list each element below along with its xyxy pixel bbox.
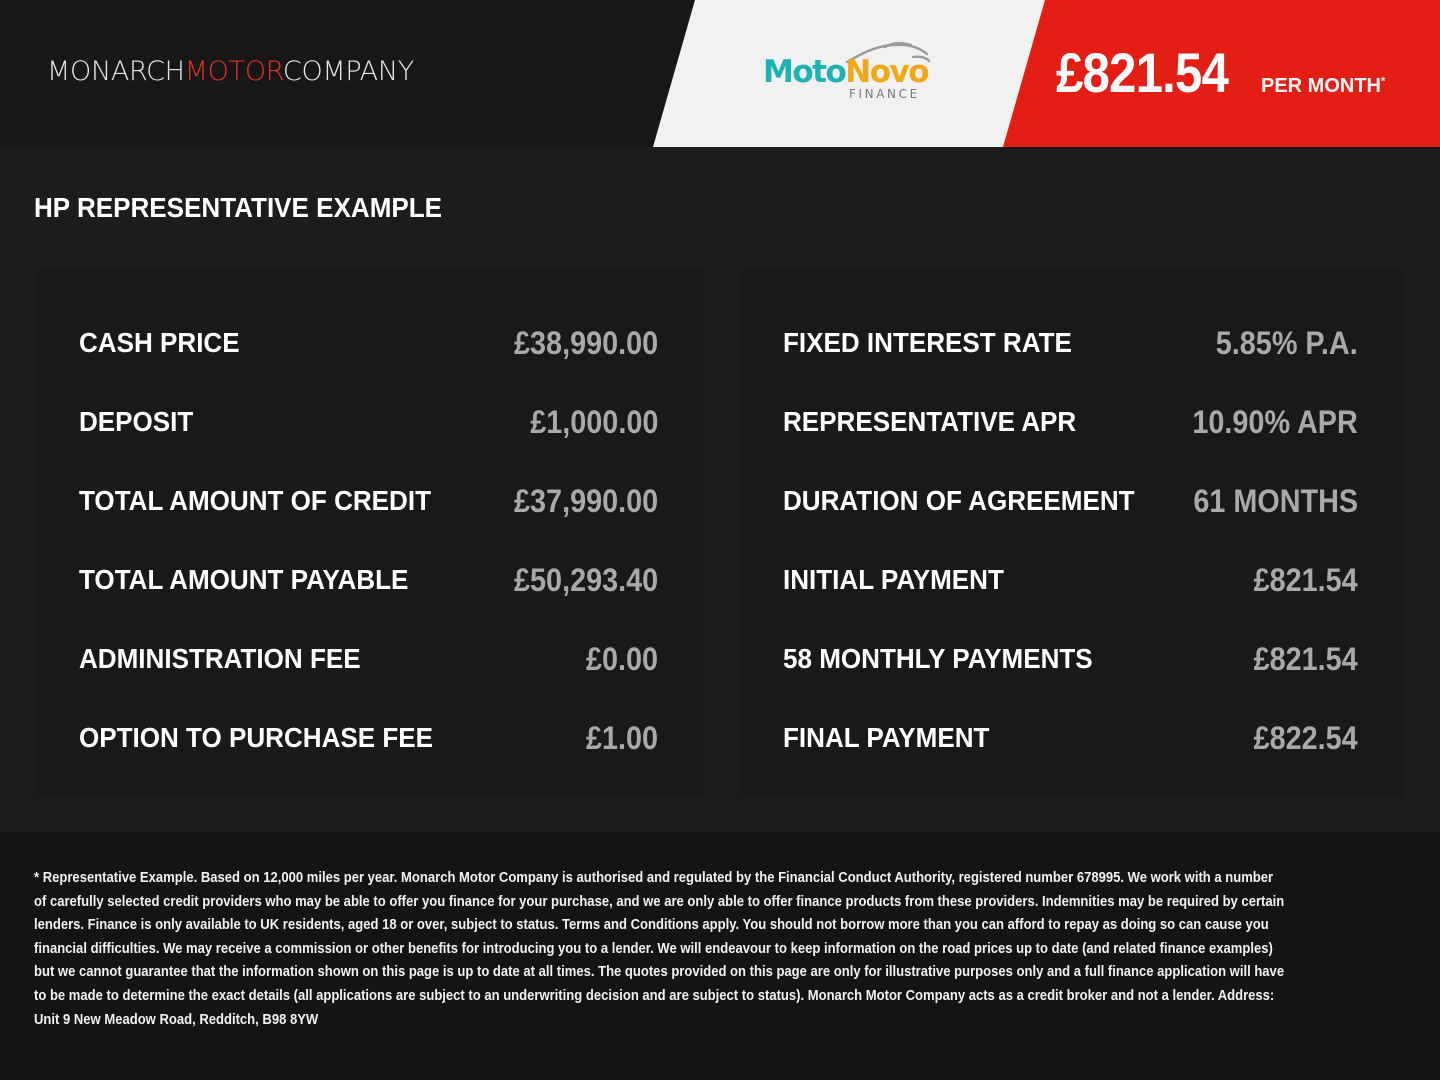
row-label: 58 MONTHLY PAYMENTS [783, 643, 1093, 674]
row-label: DURATION OF AGREEMENT [783, 485, 1135, 516]
finance-row [79, 406, 658, 446]
finance-panel-left [34, 270, 704, 798]
lender-logo-subtitle: FINANCE [849, 87, 920, 101]
brand-text-2: MOTOR [184, 56, 283, 87]
finance-row [79, 722, 658, 762]
row-value: £821.54 [1253, 562, 1358, 598]
row-label: OPTION TO PURCHASE FEE [79, 722, 433, 753]
finance-row [783, 406, 1358, 446]
finance-row [783, 485, 1358, 525]
per-month-asterisk: * [1381, 75, 1386, 88]
row-value: 5.85% P.A. [1216, 325, 1358, 361]
dealer-logo [47, 56, 414, 87]
brand-text-3: COMPANY [282, 56, 414, 87]
row-label: FIXED INTEREST RATE [783, 327, 1072, 358]
finance-row [783, 564, 1358, 604]
finance-panel-right [738, 270, 1404, 798]
row-label: INITIAL PAYMENT [783, 564, 1004, 595]
header-bar [0, 0, 1440, 147]
per-month-text: PER MONTH [1261, 75, 1381, 97]
row-label: CASH PRICE [79, 327, 240, 358]
finance-row [783, 327, 1358, 367]
row-value: £1,000.00 [529, 404, 658, 440]
row-label: ADMINISTRATION FEE [79, 643, 361, 674]
row-value: 10.90% APR [1192, 404, 1358, 440]
lender-logo-wordmark [763, 54, 928, 90]
footer [0, 832, 1440, 1080]
finance-row [79, 485, 658, 525]
brand-text-1: MONARCH [47, 56, 185, 87]
section-title: HP REPRESENTATIVE EXAMPLE [34, 192, 443, 223]
row-label: REPRESENTATIVE APR [783, 406, 1077, 437]
row-value: £821.54 [1253, 641, 1358, 677]
row-value: £50,293.40 [513, 562, 658, 598]
finance-row [783, 643, 1358, 683]
finance-row [79, 643, 658, 683]
lender-logo-text-2: Novo [845, 54, 929, 90]
finance-row [79, 327, 658, 367]
finance-row [79, 564, 658, 604]
row-value: 61 MONTHS [1193, 483, 1358, 519]
row-label: DEPOSIT [79, 406, 194, 437]
row-label: TOTAL AMOUNT OF CREDIT [79, 485, 432, 516]
monthly-price: £821.54 [1056, 41, 1228, 104]
row-value: £0.00 [585, 641, 658, 677]
row-value: £1.00 [585, 720, 658, 756]
per-month-label [1261, 75, 1385, 98]
finance-row [783, 722, 1358, 762]
row-value: £38,990.00 [513, 325, 658, 361]
lender-logo-text-1: Moto [763, 54, 846, 90]
row-label: TOTAL AMOUNT PAYABLE [79, 564, 409, 595]
row-label: FINAL PAYMENT [783, 722, 990, 753]
row-value: £822.54 [1253, 720, 1358, 756]
row-value: £37,990.00 [513, 483, 658, 519]
disclaimer-text: * Representative Example. Based on 12,000 miles per year. Monarch Motor Company is authorised and regulated by the Financial Conduct Authority, registered number 678995. We work with a number of carefully selected credit providers who may be able to offer you finance for your purchase, and we are only able to offer finance products from these providers. Indemnities may be required by certain lenders. Finance is only available to UK residents, aged 18 or over, subject to status. Terms and Conditions apply. You should not borrow more than you can afford to repay as doing so can cause you financial difficulties. We may receive a commission or other benefits for introducing you to a lender. We will endeavour to keep information on the road prices up to date (and related finance examples) but we cannot guarantee that the information shown on this page is up to date at all times. The quotes provided on this page are only for illustrative purposes only and a full finance application will have to be made to determine the exact details (all applications are subject to an underwriting decision and are subject to status). Monarch Motor Company acts as a credit broker and not a lender. Address: Unit 9 New Meadow Road, Redditch, B98 8YW [34, 870, 1285, 1028]
lender-logo [763, 40, 938, 105]
